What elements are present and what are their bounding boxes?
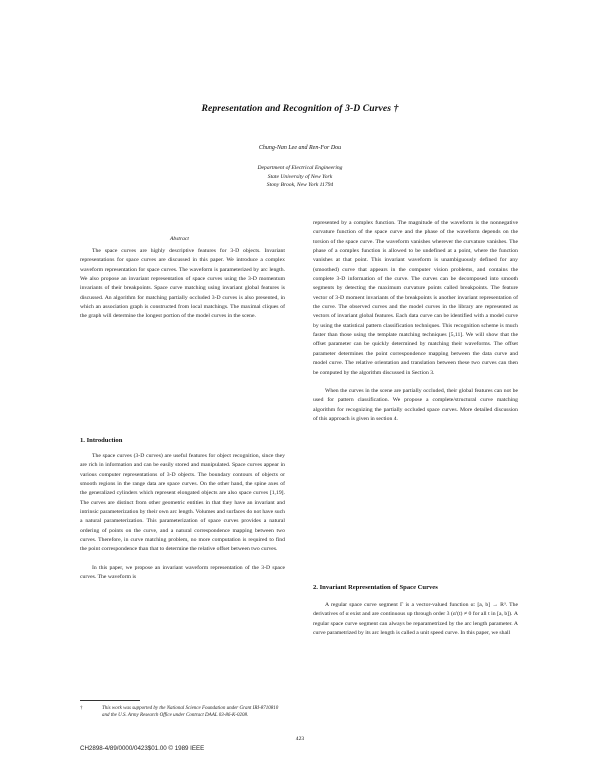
abstract-paragraph: The space curves are highly descriptive features for 3-D objects. Invariant representations for space curves are discussed in this paper. We introduce a complex waveform representation for space curves. The waveform is parameterized by arc length. We also propose an invariant representation of space curves using the 3-D momentum invariants of their breakpoints. Space curve matching using invariant global features is discussed. An algorithm for matching partially occluded 3-D curves is also presented, in which an association graph is constructed from local matchings. The maximal cliques of the graph will determine the longest portion of the model curves in the scene. [80, 248, 285, 320]
paper-title: Representation and Recognition of 3-D Curves † [201, 103, 399, 114]
body-paragraph: The space curves (3-D curves) are useful features for object recognition, since they are rich in information and can be easily stored and manipulated. Space curves appear in various computer representations of 3-D objects. The boundary contours of objects or smooth regions in the range data are space curves. On the other hand, the spine axes of the generalized cylinders which represent elongated objects are also space curves [1,19]. The curves are distinct from other geometric entities in that they have an invariant and intrinsic parameterization by their own arc length. Volumes and surfaces do not have such a natural parameterization. This parameterization of space curves provides a natural ordering of points on the curve, and a natural correspondence mapping between two curves. Therefore, in curve matching problem, no more computation is required to find the point correspondence than that to determine the relative offset between two curves. [80, 453, 285, 553]
body-paragraph: In this paper, we propose an invariant waveform representation of the 3-D space curves. The waveform is [80, 564, 285, 581]
section-1-body [80, 452, 285, 582]
affiliation-line: Stony Brook, New York 11794 [266, 182, 334, 188]
right-column-body [313, 219, 518, 424]
paper-authors: Chung-Nan Lee and Ren-For Dou [258, 145, 342, 151]
paper-affiliation [0, 164, 600, 190]
section-2-heading: 2. Invariant Representation of Space Curves [313, 584, 438, 591]
ieee-copyright: CH2898-4/89/0000/0423$01.00 © 1989 IEEE [80, 745, 205, 752]
body-paragraph: represented by a complex function. The magnitude of the waveform is the nonnegative curvature function of the space curve and the phase of the waveform depends on the torsion of the space curve. The waveform vanishes wherever the curvature vanishes. The phase of a complex function is allowed to be undefined at a point, where the function vanishes at that point. This invariant waveform is unambiguously defined for any (smoothed) curve that appears in the computer vision problems, and contains the complete 3-D information of the curve. The curves can be decomposed into smooth segments by detecting the maximum curvature points called breakpoints. The feature vector of 3-D moment invariants of the breakpoints is another invariant representation of the curve. The observed curves and the model curves in the library are represented as vectors of invariant global features. Each data curve can be identified with a model curve by using the statistical pattern classification techniques. This recognition scheme is much faster than those using the template matching techniques [5,11]. We will show that the offset parameter can be quickly determined by matching their waveforms. The offset parameter determines the point correspondence mapping between the data curve and model curve. The relative orientation and translation between these two curves can then be computed by the algorithm discussed in Section 3. [313, 220, 518, 376]
section-2-body [313, 601, 518, 638]
affiliation-line: Department of Electrical Engineering [257, 165, 343, 171]
abstract-body [80, 247, 285, 322]
footnote-mark: † [80, 706, 83, 711]
abstract-heading: Abstract [170, 236, 189, 242]
footnote [80, 705, 285, 719]
affiliation-line: State University of New York [267, 173, 333, 180]
page-number: 423 [295, 736, 305, 742]
body-paragraph: A regular space curve segment Γ is a vector-valued function α: [a, b] → R³. The derivatives of α exist and are continuous up through order 3 (α′(t) ≠ 0 for all t in [a, b]). A regular space curve segment can always be reparametrized by the arc length parameter. A curve parametrized by its arc length is called a unit speed curve. In this paper, we shall [313, 602, 518, 637]
section-1-heading: 1. Introduction [80, 437, 123, 444]
footnote-text: This work was supported by the National Science Foundation under Grant IRI-8710810 and the U.S. Army Research Office under Contract DAAL 03-86-K-0208. [102, 706, 279, 718]
footnote-rule [80, 700, 140, 701]
body-paragraph: When the curves in the scene are partially occluded, their global features can not be used for pattern classification. We propose a complete/structural curve matching algorithm for recognizing the partially occluded space curves. More detailed discussion of this approach is given in section 4. [313, 387, 518, 422]
